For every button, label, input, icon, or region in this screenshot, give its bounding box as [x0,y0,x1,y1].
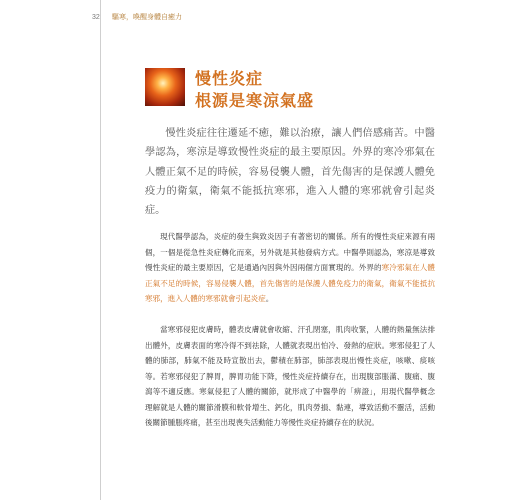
flame-illustration [145,68,185,106]
section-title-line-2: 根源是寒涼氣盛 [195,91,315,110]
body-paragraph-1-text: 現代醫學認為，炎症的發生與致炎因子有著密切的關係。所有的慢性炎症來源有兩個，一個是從急性炎症轉化而來，另外就是其他發病方式。中醫學則認為，寒涼是導致慢性炎症的最主要原因，它是通過內因與外因兩個方面實現的。外界的 [145,232,435,272]
page-number: 32 [92,14,100,21]
section-title-line-1: 慢性炎症 [195,69,264,88]
intro-paragraph: 慢性炎症往往遷延不癒，難以治療，讓人們倍感痛苦。中醫學認為，寒涼是導致慢性炎症的最主要原因。外界的寒冷邪氣在人體正氣不足的時候，容易侵襲人體，首先傷害的是保護人體免疫力的衛氣，衛氣不能抵抗寒邪，進入人體的寒邪就會引起炎症。 [145,128,435,217]
running-title: 驅寒，喚醒身體自癒力 [112,13,183,21]
body-paragraph-1 [145,229,435,307]
running-header [92,12,182,22]
margin-rule [100,0,101,500]
body-paragraph-1-end: 。 [265,294,274,303]
body-paragraph-2: 當寒邪侵犯皮膚時，體表皮膚就會收縮、汗孔閉塞，肌肉收緊，人體的熱量無法排出體外，皮膚表面的寒冷得不到祛除，人體就表現出怕冷、發熱的症狀。寒邪侵犯了人體的肺部，肺氣不能及時宣散出去，鬱積在肺部，肺部表現出慢性炎症，咳嗽、痰咳等。若寒邪侵犯了脾胃，脾胃功能下降，慢性炎症持續存在，出現腹部脹滿、腹痛、腹瀉等不適反應。寒氣侵犯了人體的關節，就形成了中醫學的「痹證」，用現代醫學概念理解就是人體的關節滑膜和軟骨增生、鈣化，肌肉勞損、黏連，導致活動不靈活，活動後關節腫脹疼痛，甚至出現喪失活動能力等慢性炎症持續存在的狀況。 [145,325,435,427]
highlighted-text: 寒冷邪氣在人體正氣不足的時候，容易侵襲人體，首先傷害的是保護人體免疫力的衛氣，衛氣不能抵抗寒邪，進入人體的寒邪就會引起炎症 [145,263,435,303]
section-title-block [145,66,445,112]
